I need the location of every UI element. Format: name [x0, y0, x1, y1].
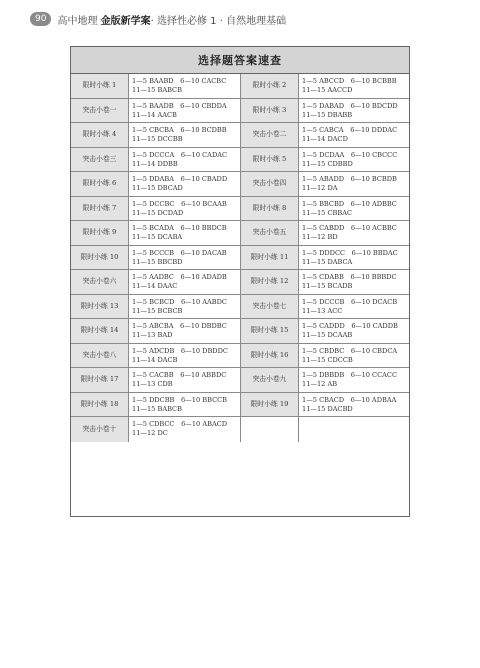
page-number: 90	[30, 12, 51, 26]
quiz-name: 限时小练 12	[241, 270, 299, 295]
answer-line-2: 11—15 DBABB	[302, 110, 353, 119]
answer-line-1: 1—5 DCCCB 6—10 DCACB	[302, 297, 398, 306]
answer-line-2: 11—15 BABCB	[132, 404, 182, 413]
quiz-name: 限时小练 13	[71, 295, 129, 320]
answer-key	[129, 221, 241, 246]
answer-line-1: 1—5 DCCCA 6—10 CADAC	[132, 150, 228, 159]
answer-key	[129, 246, 241, 271]
answer-key	[129, 295, 241, 320]
answer-key	[299, 393, 409, 418]
answer-line-2: 11—15 BABCB	[132, 86, 182, 94]
answer-key	[129, 172, 241, 197]
answer-line-2: 11—12 DC	[132, 429, 168, 437]
answer-table	[70, 46, 410, 517]
answer-key	[129, 123, 241, 148]
answer-key	[129, 99, 241, 124]
answer-key	[299, 148, 409, 173]
answer-key	[299, 197, 409, 222]
quiz-name: 限时小练 17	[71, 368, 129, 393]
quiz-name: 限时小练 5	[241, 148, 299, 173]
answer-line-2: 11—15 DACBD	[302, 404, 353, 413]
answer-line-1: 1—5 CABDD 6—10 ACBBC	[302, 224, 397, 232]
answer-key	[129, 417, 241, 442]
answer-line-1: 1—5 CACBB 6—10 ABBDC	[132, 371, 227, 379]
answer-line-1: 1—5 BCCCB 6—10 DACAB	[132, 248, 227, 257]
answer-line-2: 11—15 CDCCB	[302, 355, 353, 364]
answer-grid	[71, 74, 409, 442]
answer-line-2: 11—15 BCADB	[302, 282, 353, 290]
answer-line-2: 11—12 BD	[302, 233, 338, 241]
quiz-name: 限时小练 11	[241, 246, 299, 271]
answer-key	[129, 74, 241, 99]
answer-line-1: 1—5 BBCBD 6—10 ADBBC	[302, 199, 397, 208]
answer-key	[299, 270, 409, 295]
answer-line-2: 11—15 DCABA	[132, 233, 183, 241]
quiz-name: 突击小卷十	[71, 417, 129, 442]
quiz-name: 突击小卷六	[71, 270, 129, 295]
answer-key	[129, 148, 241, 173]
quiz-name: 限时小练 7	[71, 197, 129, 222]
quiz-name: 限时小练 3	[241, 99, 299, 124]
series-logo: 金版新学案	[100, 15, 151, 27]
answer-line-2: 11—14 DDBB	[132, 159, 178, 168]
answer-key	[299, 123, 409, 148]
empty-cell	[241, 417, 299, 442]
quiz-name: 限时小练 4	[71, 123, 129, 148]
quiz-name: 限时小练 14	[71, 319, 129, 344]
quiz-name: 限时小练 9	[71, 221, 129, 246]
answer-key	[299, 221, 409, 246]
answer-line-1: 1—5 CDBCC 6—10 ABACD	[132, 420, 228, 428]
answer-line-2: 11—15 DABCA	[302, 257, 353, 266]
answer-line-2: 11—14 DACB	[132, 355, 178, 364]
answer-line-1: 1—5 CDABB 6—10 BBBDC	[302, 273, 397, 281]
answer-line-1: 1—5 DDABA 6—10 CBADD	[132, 175, 228, 183]
quiz-name: 突击小卷四	[241, 172, 299, 197]
answer-key	[129, 368, 241, 393]
answer-line-2: 11—13 BAD	[132, 331, 173, 339]
answer-key	[299, 319, 409, 344]
answer-key	[129, 393, 241, 418]
answer-key	[299, 74, 409, 99]
answer-line-2: 11—15 CDBBD	[302, 159, 353, 168]
quiz-name: 限时小练 2	[241, 74, 299, 99]
answer-line-1: 1—5 BCBCD 6—10 AABDC	[132, 297, 227, 306]
answer-line-1: 1—5 ABCCD 6—10 BCBBB	[302, 77, 397, 85]
answer-line-1: 1—5 CBDBC 6—10 CBDCA	[302, 346, 398, 355]
answer-key	[299, 172, 409, 197]
answer-key	[299, 99, 409, 124]
answer-line-2: 11—15 DBCAD	[132, 184, 183, 192]
quiz-name: 限时小练 16	[241, 344, 299, 369]
answer-key	[299, 295, 409, 320]
answer-line-1: 1—5 BAADB 6—10 CBDDA	[132, 101, 227, 110]
answer-line-2: 11—15 BBCBD	[132, 257, 183, 266]
answer-line-2: 11—15 DCCBB	[132, 135, 183, 143]
answer-line-1: 1—5 DDDCC 6—10 BBDAC	[302, 248, 398, 257]
answer-key	[299, 368, 409, 393]
quiz-name: 突击小卷九	[241, 368, 299, 393]
quiz-name: 突击小卷八	[71, 344, 129, 369]
empty-cell	[299, 417, 409, 442]
answer-line-2: 11—12 AB	[302, 380, 338, 388]
answer-line-1: 1—5 DABAD 6—10 BDCDD	[302, 101, 398, 110]
quiz-name: 突击小卷三	[71, 148, 129, 173]
answer-line-1: 1—5 DBBDB 6—10 CCACC	[302, 371, 398, 379]
answer-line-2: 11—15 DCAAB	[302, 331, 353, 339]
running-head	[57, 12, 286, 27]
quiz-name: 突击小卷一	[71, 99, 129, 124]
answer-line-1: 1—5 CBACD 6—10 ADBAA	[302, 395, 397, 404]
quiz-name: 限时小练 8	[241, 197, 299, 222]
answer-line-2: 11—15 DCDAD	[132, 208, 184, 217]
header-subtitle: · 选择性必修 1 · 自然地理基础	[150, 15, 287, 27]
quiz-name: 限时小练 18	[71, 393, 129, 418]
answer-key	[129, 344, 241, 369]
quiz-name: 限时小练 10	[71, 246, 129, 271]
answer-key	[299, 344, 409, 369]
answer-line-2: 11—14 AACB	[132, 110, 177, 119]
answer-line-1: 1—5 DCCBC 6—10 BCAAB	[132, 199, 227, 208]
answer-line-1: 1—5 CABCA 6—10 DDDAC	[302, 126, 398, 134]
answer-key	[299, 246, 409, 271]
quiz-name: 限时小练 15	[241, 319, 299, 344]
answer-line-2: 11—15 AACCD	[302, 86, 353, 94]
answer-line-1: 1—5 AADBC 6—10 ADADB	[132, 273, 227, 281]
answer-line-2: 11—12 DA	[302, 184, 338, 192]
answer-line-2: 11—15 BCBCB	[132, 306, 183, 315]
quiz-name: 突击小卷二	[241, 123, 299, 148]
quiz-name: 突击小卷五	[241, 221, 299, 246]
table-title: 选择题答案速查	[71, 47, 409, 74]
answer-line-2: 11—15 CBBAC	[302, 208, 353, 217]
answer-line-2: 11—14 DAAC	[132, 282, 178, 290]
quiz-name: 突击小卷七	[241, 295, 299, 320]
quiz-name: 限时小练 6	[71, 172, 129, 197]
answer-line-2: 11—14 DACD	[302, 135, 348, 143]
answer-line-1: 1—5 CADDD 6—10 CADDB	[302, 322, 398, 330]
answer-key	[129, 197, 241, 222]
answer-line-1: 1—5 CBCBA 6—10 BCDBB	[132, 126, 227, 134]
answer-line-1: 1—5 BAABD 6—10 CACBC	[132, 77, 227, 85]
answer-line-1: 1—5 ABCBA 6—10 DBDBC	[132, 322, 227, 330]
quiz-name: 限时小练 1	[71, 74, 129, 99]
answer-line-1: 1—5 ABADD 6—10 BCBDB	[302, 175, 397, 183]
answer-line-1: 1—5 BCADA 6—10 BBDCB	[132, 224, 227, 232]
answer-line-1: 1—5 ADCDB 6—10 DBDDC	[132, 346, 228, 355]
quiz-name: 限时小练 19	[241, 393, 299, 418]
answer-line-2: 11—13 CDB	[132, 380, 173, 388]
answer-line-2: 11—13 ACC	[302, 306, 343, 315]
answer-line-1: 1—5 DCDAA 6—10 CBCCC	[302, 150, 398, 159]
answer-key	[129, 270, 241, 295]
page-header	[30, 10, 450, 28]
header-prefix: 高中地理	[57, 15, 98, 27]
answer-line-1: 1—5 DDCBB 6—10 BBCCB	[132, 395, 228, 404]
answer-key	[129, 319, 241, 344]
